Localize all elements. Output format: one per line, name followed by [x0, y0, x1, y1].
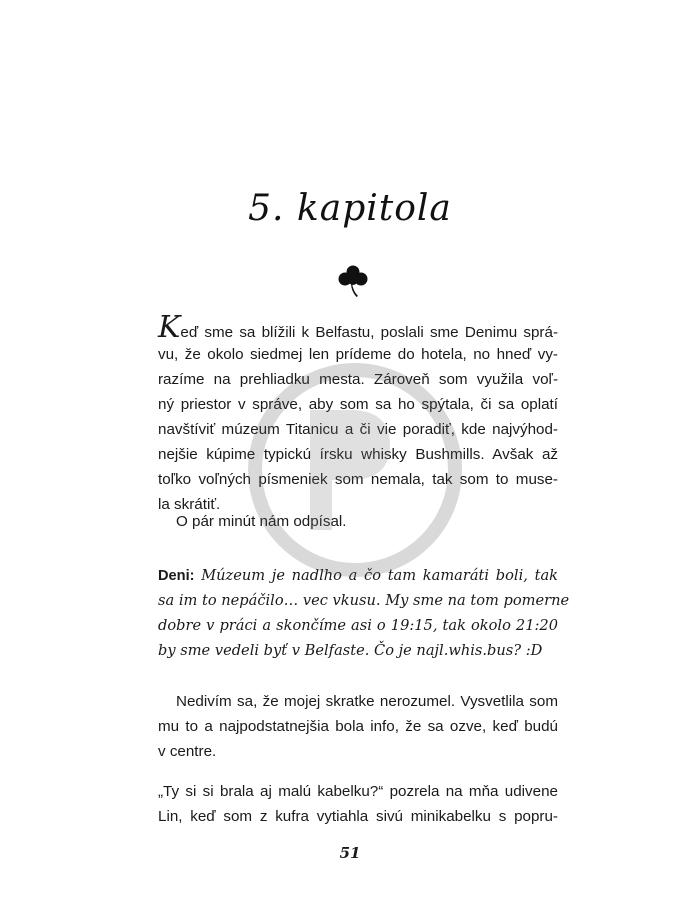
message-line-4: by sme vedeli byť v Belfaste. Čo je najl.whis.bus? :D: [158, 642, 543, 659]
paragraph4-line-2: Lin, keď som z kufra vytiahla sivú minikabelku s popru-: [158, 808, 558, 825]
paragraph1-line-6: nejšie kúpime typickú írsku whisky Bushmills. Avšak až: [158, 446, 558, 463]
paragraph1-line-5: navštíviť múzeum Titanicu a či vie poradiť, kde najvýhod-: [158, 421, 558, 438]
chapter-title: 5. kapitola: [248, 188, 452, 229]
shamrock-icon: [336, 264, 370, 298]
paragraph1-line-4: ný priestor v správe, aby som sa ho spýtala, či sa oplatí: [158, 396, 558, 413]
paragraph1-line-3: razíme na prehliadku mesta. Zároveň som využila voľ-: [158, 371, 558, 388]
message-line-2: sa im to nepáčilo… vec vkusu. My sme na tom pomerne: [158, 592, 570, 609]
paragraph3-line-2: mu to a najpodstatnejšia bola info, že sa ozve, keď budú: [158, 718, 558, 735]
message-sender: Deni:: [158, 568, 195, 584]
paragraph3-line-3: v centre.: [158, 743, 217, 760]
paragraph3-line-1: Nedivím sa, že mojej skratke nerozumel. Vysvetlila som: [176, 693, 558, 710]
paragraph2-line-1: O pár minút nám odpísal.: [176, 513, 347, 530]
drop-cap: K: [158, 310, 181, 345]
paragraph1-line-2: vu, že okolo siedmej len prídeme do hotela, no hneď vy-: [158, 346, 558, 363]
paragraph1-line-1: Keď sme sa blížili k Belfastu, poslali sme Denimu sprá-: [158, 310, 558, 345]
paragraph1-line-8: la skrátiť.: [158, 496, 221, 513]
page-number: 51: [339, 844, 361, 862]
paragraph1-line-7: toľko voľných písmeniek som nemala, tak som to muse-: [158, 471, 558, 488]
message-line-1: Deni: Múzeum je nadlho a čo tam kamaráti boli, tak: [158, 567, 558, 584]
paragraph4-line-1: „Ty si si brala aj malú kabelku?“ pozrela na mňa udivene: [158, 783, 558, 800]
message-line-3: dobre v práci a skončíme asi o 19:15, tak okolo 21:20: [158, 617, 558, 634]
